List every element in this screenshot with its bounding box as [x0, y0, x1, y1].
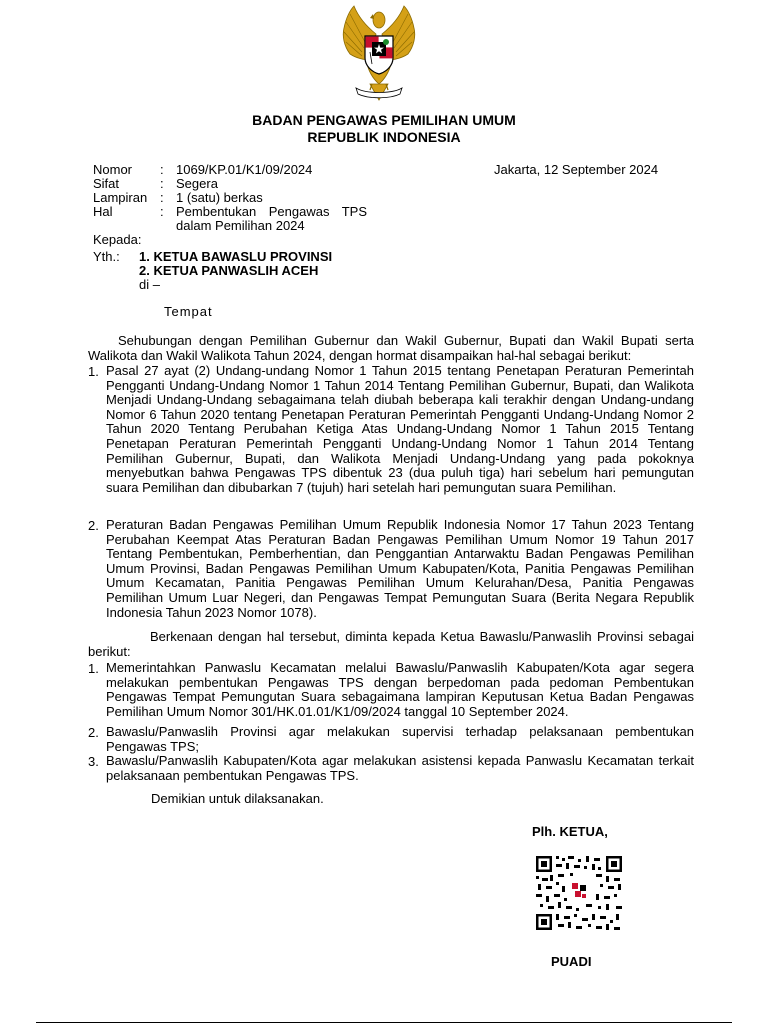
- list-b-item-3: Bawaslu/Panwaslih Kabupaten/Kota agar melakukan asistensi kepada Panwaslu Kecamatan terkait pelaksanaan pembentukan Pengawas TPS.: [106, 753, 694, 783]
- signature-title: Plh. KETUA,: [532, 824, 608, 839]
- meta-value-nomor: 1069/KP.01/K1/09/2024: [176, 162, 313, 177]
- meta-label-sifat: Sifat: [93, 176, 120, 191]
- intro-paragraph: Sehubungan dengan Pemilihan Gubernur dan Wakil Gubernur, Bupati dan Wakil Bupati serta Walikota dan Wakil Walikota Tahun 2024, dengan hormat disampaikan hal-hal sebagai berikut:: [88, 333, 694, 363]
- list-a-item-1: Pasal 27 ayat (2) Undang-undang Nomor 1 Tahun 2015 tentang Penetapan Peraturan Pemerintah Pengganti Undang-Undang Nomor 1 Tahun 2014 Tentang Pemilihan Gubernur, Bupati, dan Walikota Menjadi Undang-Undang sebagaimana telah diubah beberapa kali terakhir dengan Undang-undang Nomor 6 Tahun 2020 tentang Penetapan Peraturan Pemerintah Pengganti Undang-Undang Nomor 2 Tahun 2020 Tentang Perubahan Ketiga Atas Undang-Undang Nomor 1 Tahun 2015 Tentang Penetapan Peraturan Pemerintah Pengganti Undang-Undang Nomor 1 Tahun 2014 Tentang Pemilihan Gubernur, Bupati, dan Walikota Menjadi Undang-Undang yang pada pokoknya menyebutkan bahwa Pengawas TPS dibentuk 23 (dua puluh tiga) hari sebelum hari pemungutan suara Pemilihan dan dibubarkan 7 (tujuh) hari setelah hari pemungutan suara Pemilihan.: [106, 363, 694, 495]
- list-b-num-2: 2.: [88, 725, 99, 740]
- signatory-name: PUADI: [551, 954, 592, 969]
- closing-text: Demikian untuk dilaksanakan.: [151, 791, 324, 806]
- meta-value-hal-line2: dalam Pemilihan 2024: [176, 218, 305, 233]
- list-b-item-1: Memerintahkan Panwaslu Kecamatan melalui Bawaslu/Panwaslih Kabupaten/Kota agar segera melakukan pembentukan Pengawas TPS dengan berpedoman pada pedoman Pembentukan Pengawas Tempat Pemungutan Suara sebagaimana lampiran Keputusan Ketua Badan Pengawas Pemilihan Umum Nomor 301/HK.01.01/K1/09/2024 tanggal 10 September 2024.: [106, 660, 694, 719]
- meta-label-nomor: Nomor: [93, 162, 133, 177]
- list-a-item-2: Peraturan Badan Pengawas Pemilihan Umum Republik Indonesia Nomor 17 Tahun 2023 Tentang Perubahan Keempat Atas Peraturan Badan Pengawas Pemilihan Umum Nomor 19 Tahun 2017 Tentang Pembentukan, Pemberhentian, dan Penggantian Antarwaktu Badan Pengawas Pemilihan Umum Provinsi, Badan Pengawas Pemilihan Umum Kabupaten/Kota, Panitia Pengawas Pemilihan Umum Kecamatan, Panitia Pengawas Pemilihan Umum Kelurahan/Desa, Panitia Pengawas Pemilihan Umum Luar Negeri, dan Pengawas Tempat Pemungutan Suara (Berita Negara Republik Indonesia Tahun 2023 Nomor 1078).: [106, 517, 694, 620]
- garuda-emblem-icon: [336, 4, 422, 106]
- meta-value-sifat: Segera: [176, 176, 218, 191]
- list-b-item-2: Bawaslu/Panwaslih Provinsi agar melakukan supervisi terhadap pelaksanaan pembentukan Pengawas TPS;: [106, 724, 694, 754]
- meta-colon: :: [160, 176, 164, 191]
- kepada-label: Kepada:: [93, 232, 142, 247]
- list-b-num-1: 1.: [88, 661, 99, 676]
- footer-divider: [36, 1022, 732, 1023]
- meta-colon: :: [160, 204, 164, 219]
- followup-paragraph: Berkenaan dengan hal tersebut, diminta kepada Ketua Bawaslu/Panwaslih Provinsi sebagai berikut:: [88, 629, 694, 659]
- list-a-num-2: 2.: [88, 518, 99, 533]
- meta-label-hal: Hal: [93, 204, 113, 219]
- meta-value-lampiran: 1 (satu) berkas: [176, 190, 263, 205]
- tempat-label: Tempat: [164, 304, 213, 319]
- recipient-1: 1. KETUA BAWASLU PROVINSI: [139, 249, 333, 264]
- list-a-num-1: 1.: [88, 364, 99, 379]
- qr-code-icon: [536, 856, 622, 930]
- meta-label-lampiran: Lampiran: [93, 190, 148, 205]
- recipient-2: 2. KETUA PANWASLIH ACEH: [139, 263, 319, 278]
- agency-name-line1: BADAN PENGAWAS PEMILIHAN UMUM: [252, 112, 516, 128]
- place-date: Jakarta, 12 September 2024: [494, 162, 659, 177]
- yth-label: Yth.:: [93, 249, 120, 264]
- meta-colon: :: [160, 190, 164, 205]
- di-label: di –: [139, 277, 160, 292]
- meta-colon: :: [160, 162, 164, 177]
- list-b-num-3: 3.: [88, 754, 99, 769]
- meta-value-hal: Pembentukan Pengawas TPS: [176, 204, 367, 219]
- agency-name-line2: REPUBLIK INDONESIA: [307, 129, 461, 145]
